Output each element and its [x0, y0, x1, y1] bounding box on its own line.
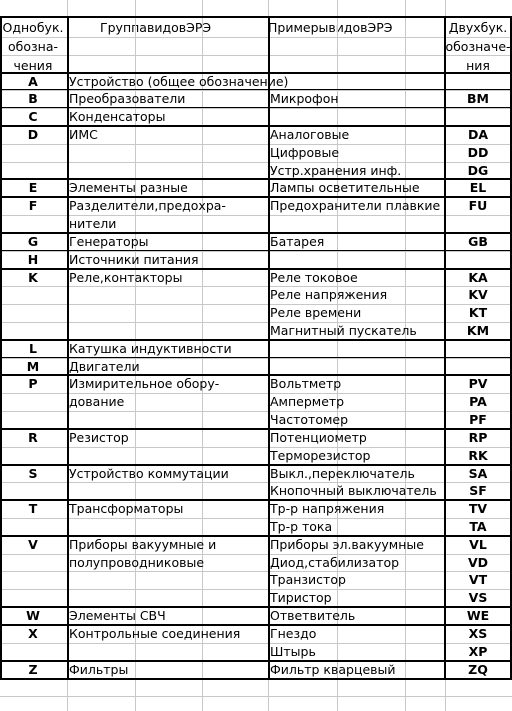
- row-7-c4: FU: [468, 198, 488, 214]
- row-28-c3: Транзистор: [270, 572, 346, 588]
- row-31-c3: Гнездо: [270, 625, 317, 641]
- row-6-c1: E: [28, 180, 38, 196]
- row-14-c3: Магнитный пускатель: [270, 322, 417, 338]
- row-21-c1: [2, 447, 64, 465]
- gridline-horizontal: [0, 162, 512, 163]
- row-3-c2: ИМС: [69, 126, 98, 142]
- row-11-c4: KA: [468, 269, 488, 285]
- header-col1-line3: чения: [13, 58, 53, 73]
- row-2-c2: Конденсаторы: [69, 109, 166, 125]
- header-col1-line2: обозна-: [8, 39, 58, 54]
- header-col3: ПримерывидовЭРЭ: [268, 20, 393, 35]
- row-12-c4: KV: [468, 287, 488, 303]
- row-8-c2: нители: [69, 216, 117, 232]
- row-5-c3: Устр.хранения инф.: [270, 162, 402, 178]
- row-13-c1: [2, 304, 64, 322]
- row-1-c3: Микрофон: [270, 91, 339, 107]
- row-7-c1: F: [28, 198, 38, 214]
- row-5-c1: [2, 162, 64, 180]
- row-15-c1: L: [29, 340, 37, 356]
- row-17-c4: PV: [468, 376, 488, 392]
- row-28-c4: VT: [468, 572, 488, 588]
- row-15-c4: [446, 340, 510, 358]
- row-11-c3: Реле токовое: [270, 269, 358, 285]
- row-6-c4: EL: [469, 180, 487, 196]
- row-4-c3: Цифровые: [270, 144, 340, 160]
- row-33-c1: Z: [28, 661, 38, 677]
- row-24-c3: Тр-р напряжения: [270, 501, 385, 517]
- row-20-c2: Резистор: [69, 429, 129, 445]
- row-31-c2: Контрольные соединения: [69, 625, 241, 641]
- row-22-c3: Выкл.,переключатель: [270, 465, 415, 481]
- row-32-c4: XP: [468, 643, 488, 659]
- gridline-horizontal: [0, 447, 512, 448]
- row-25-c3: Тр-р тока: [270, 519, 333, 534]
- header-col4-line2: обозначе-: [445, 39, 511, 54]
- row-15-c2: Катушка индуктивности: [69, 340, 232, 356]
- row-20-c4: RP: [468, 429, 488, 445]
- row-27-c3: Диод,стабилизатор: [270, 554, 400, 570]
- header-col4-line1: Двухбук.: [448, 20, 508, 35]
- row-24-c2: Трансформаторы: [69, 501, 184, 517]
- row-25-c1: [2, 518, 64, 536]
- gridline-horizontal: [0, 144, 512, 145]
- row-2-c4: [446, 108, 510, 126]
- row-25-c4: TA: [469, 519, 487, 534]
- row-24-c4: TV: [468, 501, 488, 517]
- row-13-c3: Реле времени: [270, 305, 362, 321]
- row-16-c2: Двигатели: [69, 358, 140, 374]
- row-18-c2: дование: [69, 394, 125, 410]
- table-border-horizontal: [0, 16, 512, 18]
- row-9-c1: G: [27, 233, 39, 249]
- table-border-horizontal: [0, 678, 512, 680]
- row-31-c1: X: [28, 625, 38, 641]
- row-12-c3: Реле напряжения: [270, 287, 388, 303]
- row-11-c2: Реле,контакторы: [69, 269, 183, 285]
- row-27-c4: VD: [467, 554, 489, 570]
- row-30-c3: Ответвитель: [270, 608, 356, 624]
- row-11-c1: K: [28, 269, 38, 285]
- row-32-c3: Штырь: [270, 643, 316, 659]
- row-18-c4: PA: [469, 394, 487, 410]
- gridline-horizontal: [0, 286, 512, 287]
- row-3-c3: Аналоговые: [270, 126, 350, 142]
- row-19-c1: [2, 411, 64, 429]
- row-16-c1: M: [26, 358, 40, 374]
- row-10-c4: [446, 251, 510, 269]
- header-col1: [2, 18, 64, 75]
- row-10-c2: Источники питания: [69, 251, 199, 267]
- row-17-c1: P: [28, 376, 38, 392]
- row-27-c1: [2, 554, 64, 572]
- row-26-c2: Приборы вакуумные и: [69, 536, 217, 552]
- gridline-horizontal: [0, 322, 512, 323]
- row-29-c1: [2, 589, 64, 607]
- row-0-c1: A: [28, 73, 38, 89]
- row-1-c2: Преобразователи: [69, 91, 186, 107]
- row-22-c4: SA: [468, 465, 488, 481]
- row-29-c3: Тиристор: [270, 590, 332, 606]
- row-32-c1: [2, 643, 64, 661]
- row-0-c4: [446, 73, 510, 91]
- row-12-c1: [2, 286, 64, 304]
- row-24-c1: T: [28, 501, 38, 517]
- row-0-c2: Устройство (общее обозначение): [69, 73, 289, 89]
- row-33-c4: ZQ: [468, 661, 488, 677]
- row-9-c2: Генераторы: [69, 233, 149, 249]
- row-7-c2: Разделители,предохра-: [69, 198, 226, 214]
- header-col4: [445, 18, 511, 75]
- row-23-c1: [2, 482, 64, 500]
- row-26-c1: V: [28, 536, 38, 552]
- gridline-horizontal: [0, 411, 512, 412]
- gridline-horizontal: [0, 304, 512, 305]
- header-col4-line3: ния: [466, 58, 490, 73]
- row-30-c1: W: [26, 608, 40, 624]
- row-27-c2: полупроводниковые: [69, 554, 205, 570]
- row-19-c3: Частотомер: [270, 412, 349, 428]
- row-9-c3: Батарея: [270, 233, 325, 249]
- row-29-c4: VS: [468, 590, 488, 606]
- row-31-c4: XS: [468, 625, 488, 641]
- row-26-c4: VL: [469, 536, 487, 552]
- gridline-horizontal: [0, 589, 512, 590]
- row-16-c4: [446, 358, 510, 376]
- row-1-c4: BM: [467, 91, 489, 107]
- header-col2: ГруппавидовЭРЭ: [100, 20, 212, 35]
- row-14-c4: KM: [466, 322, 490, 338]
- row-30-c2: Элементы СВЧ: [69, 608, 166, 624]
- gridline-horizontal: [0, 696, 512, 697]
- row-22-c2: Устройство коммутации: [69, 465, 229, 481]
- row-30-c4: WE: [466, 608, 490, 624]
- row-23-c4: SF: [469, 483, 487, 499]
- row-6-c2: Элементы разные: [69, 180, 188, 196]
- row-23-c3: Кнопочный выключатель: [270, 483, 437, 499]
- row-19-c4: PF: [469, 412, 487, 428]
- row-14-c1: [2, 322, 64, 340]
- row-3-c4: DA: [467, 126, 489, 142]
- gridline-horizontal: [0, 37, 512, 38]
- row-28-c1: [2, 571, 64, 589]
- row-26-c3: Приборы эл.вакуумные: [270, 536, 424, 552]
- row-17-c2: Измирительное обору-: [69, 376, 220, 392]
- row-18-c1: [2, 393, 64, 411]
- row-20-c1: R: [28, 429, 38, 445]
- row-8-c4: [446, 215, 510, 233]
- row-22-c1: S: [28, 465, 38, 481]
- row-3-c1: D: [27, 126, 39, 142]
- row-20-c3: Потенциометр: [270, 429, 367, 445]
- row-1-c1: B: [28, 91, 38, 107]
- row-17-c3: Вольтметр: [270, 376, 342, 392]
- gridline-horizontal: [0, 571, 512, 572]
- row-13-c4: KT: [468, 305, 488, 321]
- row-18-c3: Амперметр: [270, 394, 345, 410]
- row-6-c3: Лампы осветительные: [270, 180, 420, 196]
- header-col1-line1: Однобук.: [2, 20, 64, 35]
- row-21-c4: RK: [468, 447, 488, 463]
- row-9-c4: GB: [468, 233, 488, 249]
- row-33-c3: Фильтр кварцевый: [270, 661, 396, 677]
- row-33-c2: Фильтры: [69, 661, 129, 677]
- row-4-c4: DD: [467, 144, 489, 160]
- row-10-c1: H: [27, 251, 39, 267]
- row-2-c1: C: [28, 109, 38, 125]
- gridline-horizontal: [0, 55, 512, 56]
- row-5-c4: DG: [467, 162, 489, 178]
- row-8-c1: [2, 215, 64, 233]
- row-7-c3: Предохранители плавкие: [270, 198, 441, 214]
- row-4-c1: [2, 144, 64, 162]
- row-21-c3: Терморезистор: [270, 447, 371, 463]
- gridline-horizontal: [0, 518, 512, 519]
- gridline-horizontal: [0, 643, 512, 644]
